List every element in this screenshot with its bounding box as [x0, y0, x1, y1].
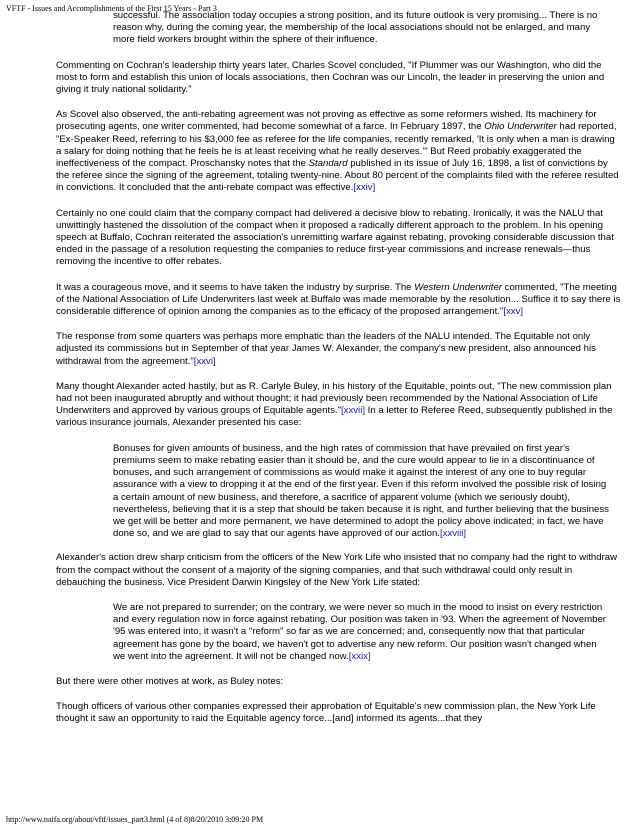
- quote-text: Bonuses for given amounts of business, and the high rates of commission that have prevailed on first year's premiums seem to make rebating easier than it should be, and the cure would appear to lie in a discontinuance of bonuses, and such arrangement of commissions as would make it against the interest of any one to buy regular assurance with a view to dropping it at the end of the first year. Even if this reform involved the possible risk of losing a certain amount of new business, and therefore, a sacrifice of apparent volume (which we seriously doubt), nevertheless, believing that it is a step that should be taken because it is right, and further believing that the business we get will be better and more permanent, we have determined to adopt the policy above indicated; in fact, we have done so, and we are glad to say that our agents have approved of our action.: [113, 442, 609, 540]
- paragraph-text: published in its issue of July 16, 1898, a list of convictions by the referee since the signing of the agreement, totaling twenty-nine. About 80 percent of the complaints filed with the referee resulted in convictions. It concluded that the anti-rebate compact was effective.: [56, 158, 619, 194]
- quote-text: We are not prepared to surrender; on the contrary, we were never so much in the mood to insist on every restriction and every regulation now in force against rebating. Our position was taken in '93. When the agreement of November '95 was entered into, it wasn't a "reform" so far as we are concerned; and, consequently now that that particular agreement has gone by the board, we haven't got to advertise any new reform. Our position wasn't changed when we went into the agreement. It will not be changed now.: [113, 601, 606, 662]
- paragraph: Certainly no one could claim that the company compact had delivered a decisive blow to rebating. Ironically, it was the NALU that unwittingly hastened the dissolution of the compact when it proposed a radically different approach to the problem. In his opening speech at Buffalo, Cochran reiterated the association's unremitting warfare against rebating, provoking considerable discussion that ended in the passage of a resolution requesting the companies to reduce first-year commissions and increase renewals—thus removing the incentive to offer rebates.: [56, 207, 614, 268]
- paragraph-text: As Scovel also observed, the anti-rebating agreement was not proving as effective as some reformers wished. Its machinery for prosecuting agents, one writer commented, had become somewhat of a farce. In February 1897, the: [56, 109, 597, 133]
- footnote-link[interactable]: [xxviii]: [439, 528, 467, 540]
- footnote-link[interactable]: [xxvii]: [341, 405, 365, 417]
- paragraph: [56, 282, 622, 319]
- paragraph-text: In a letter to Referee Reed, subsequently published in the various insurance journals, Alexander presented his case:: [56, 405, 613, 429]
- block-quote: [113, 602, 611, 663]
- footnote-link[interactable]: [xxvi]: [193, 355, 216, 367]
- footnote-link[interactable]: [xxv]: [503, 306, 524, 318]
- paragraph-text: had reported, "Ex-Speaker Reed, referring to his $3,000 fee as referee for the life companies, recently remarked, 'It is only when a man is drawing a salary for doing nothing that he feels he is at least receiving what he really deserves.'" But Reed probably exaggerated the ineffectiveness of the compact. Proschansky notes that the: [56, 121, 617, 170]
- paragraph-text: Many thought Alexander acted hastily, but as R. Carlyle Buley, in his history of the Equitable, points out, "The new commission plan had not been inaugurated abruptly and without thought; it had previously been recommended by the National Association of Life Underwriters and approved by various groups of Equitable agents.": [56, 380, 612, 417]
- block-quote: successful. The association today occupies a strong position, and its future outlook is very promising... There is no reason why, during the coming year, the membership of the local associations should not be enlarged, and many more field workers brought within the sphere of their influence.: [113, 10, 598, 46]
- footnote-link[interactable]: [xxix]: [348, 650, 371, 662]
- paragraph-text: It was a courageous move, and it seems to have taken the industry by surprise. The: [56, 281, 415, 293]
- italic-title: Standard: [308, 158, 348, 170]
- paragraph: Commenting on Cochran's leadership thirty years later, Charles Scovel concluded, "If Plummer was our Washington, who did the most to form and establish this union of locals associations, then Cochran was our Lincoln, the leader in preserving the union and giving it truly national solidarity.": [56, 59, 605, 96]
- italic-title: Ohio Underwriter: [484, 121, 557, 133]
- paragraph: [56, 109, 622, 194]
- paragraph: But there were other motives at work, as Buley notes:: [56, 675, 284, 687]
- block-quote: [113, 443, 611, 541]
- paragraph: Though officers of various other companies expressed their approbation of Equitable's new commission plan, the New York Life thought it saw an opportunity to raid the Equitable agency force...[and] informed its agents...that they: [56, 701, 596, 725]
- page-header: VFTF - Issues and Accomplishments of the First 15 Years - Part 3: [6, 4, 217, 13]
- paragraph: [56, 331, 622, 368]
- page-footer: http://www.naifa.org/about/vftf/issues_part3.html (4 of 8)8/20/2010 3:09:20 PM: [6, 815, 264, 824]
- paragraph-text: commented, "The meeting of the National Association of Life Underwriters last week at Buffalo was made memorable by the resolution... Suffice it to say there is considerable difference of opinion among the companies as to the efficacy of the proposed arrangement.": [56, 281, 621, 318]
- paragraph: Alexander's action drew sharp criticism from the officers of the New York Life who insisted that no company had the right to withdraw from the compact without the consent of a majority of the signing companies, and that such withdrawal could only result in debauching the business. Vice President Darwin Kingsley of the New York Life stated:: [56, 552, 618, 588]
- paragraph-text: The response from some quarters was perhaps more emphatic than the leaders of the NALU intended. The Equitable not only adjusted its commissions but in September of that year James W. Alexander, the company's new president, also announced his withdrawal from the agreement.": [56, 331, 596, 367]
- footnote-link[interactable]: [xxiv]: [353, 182, 376, 194]
- document-body: [56, 10, 622, 726]
- paragraph: [56, 381, 622, 430]
- italic-title: Western Underwriter: [414, 281, 502, 293]
